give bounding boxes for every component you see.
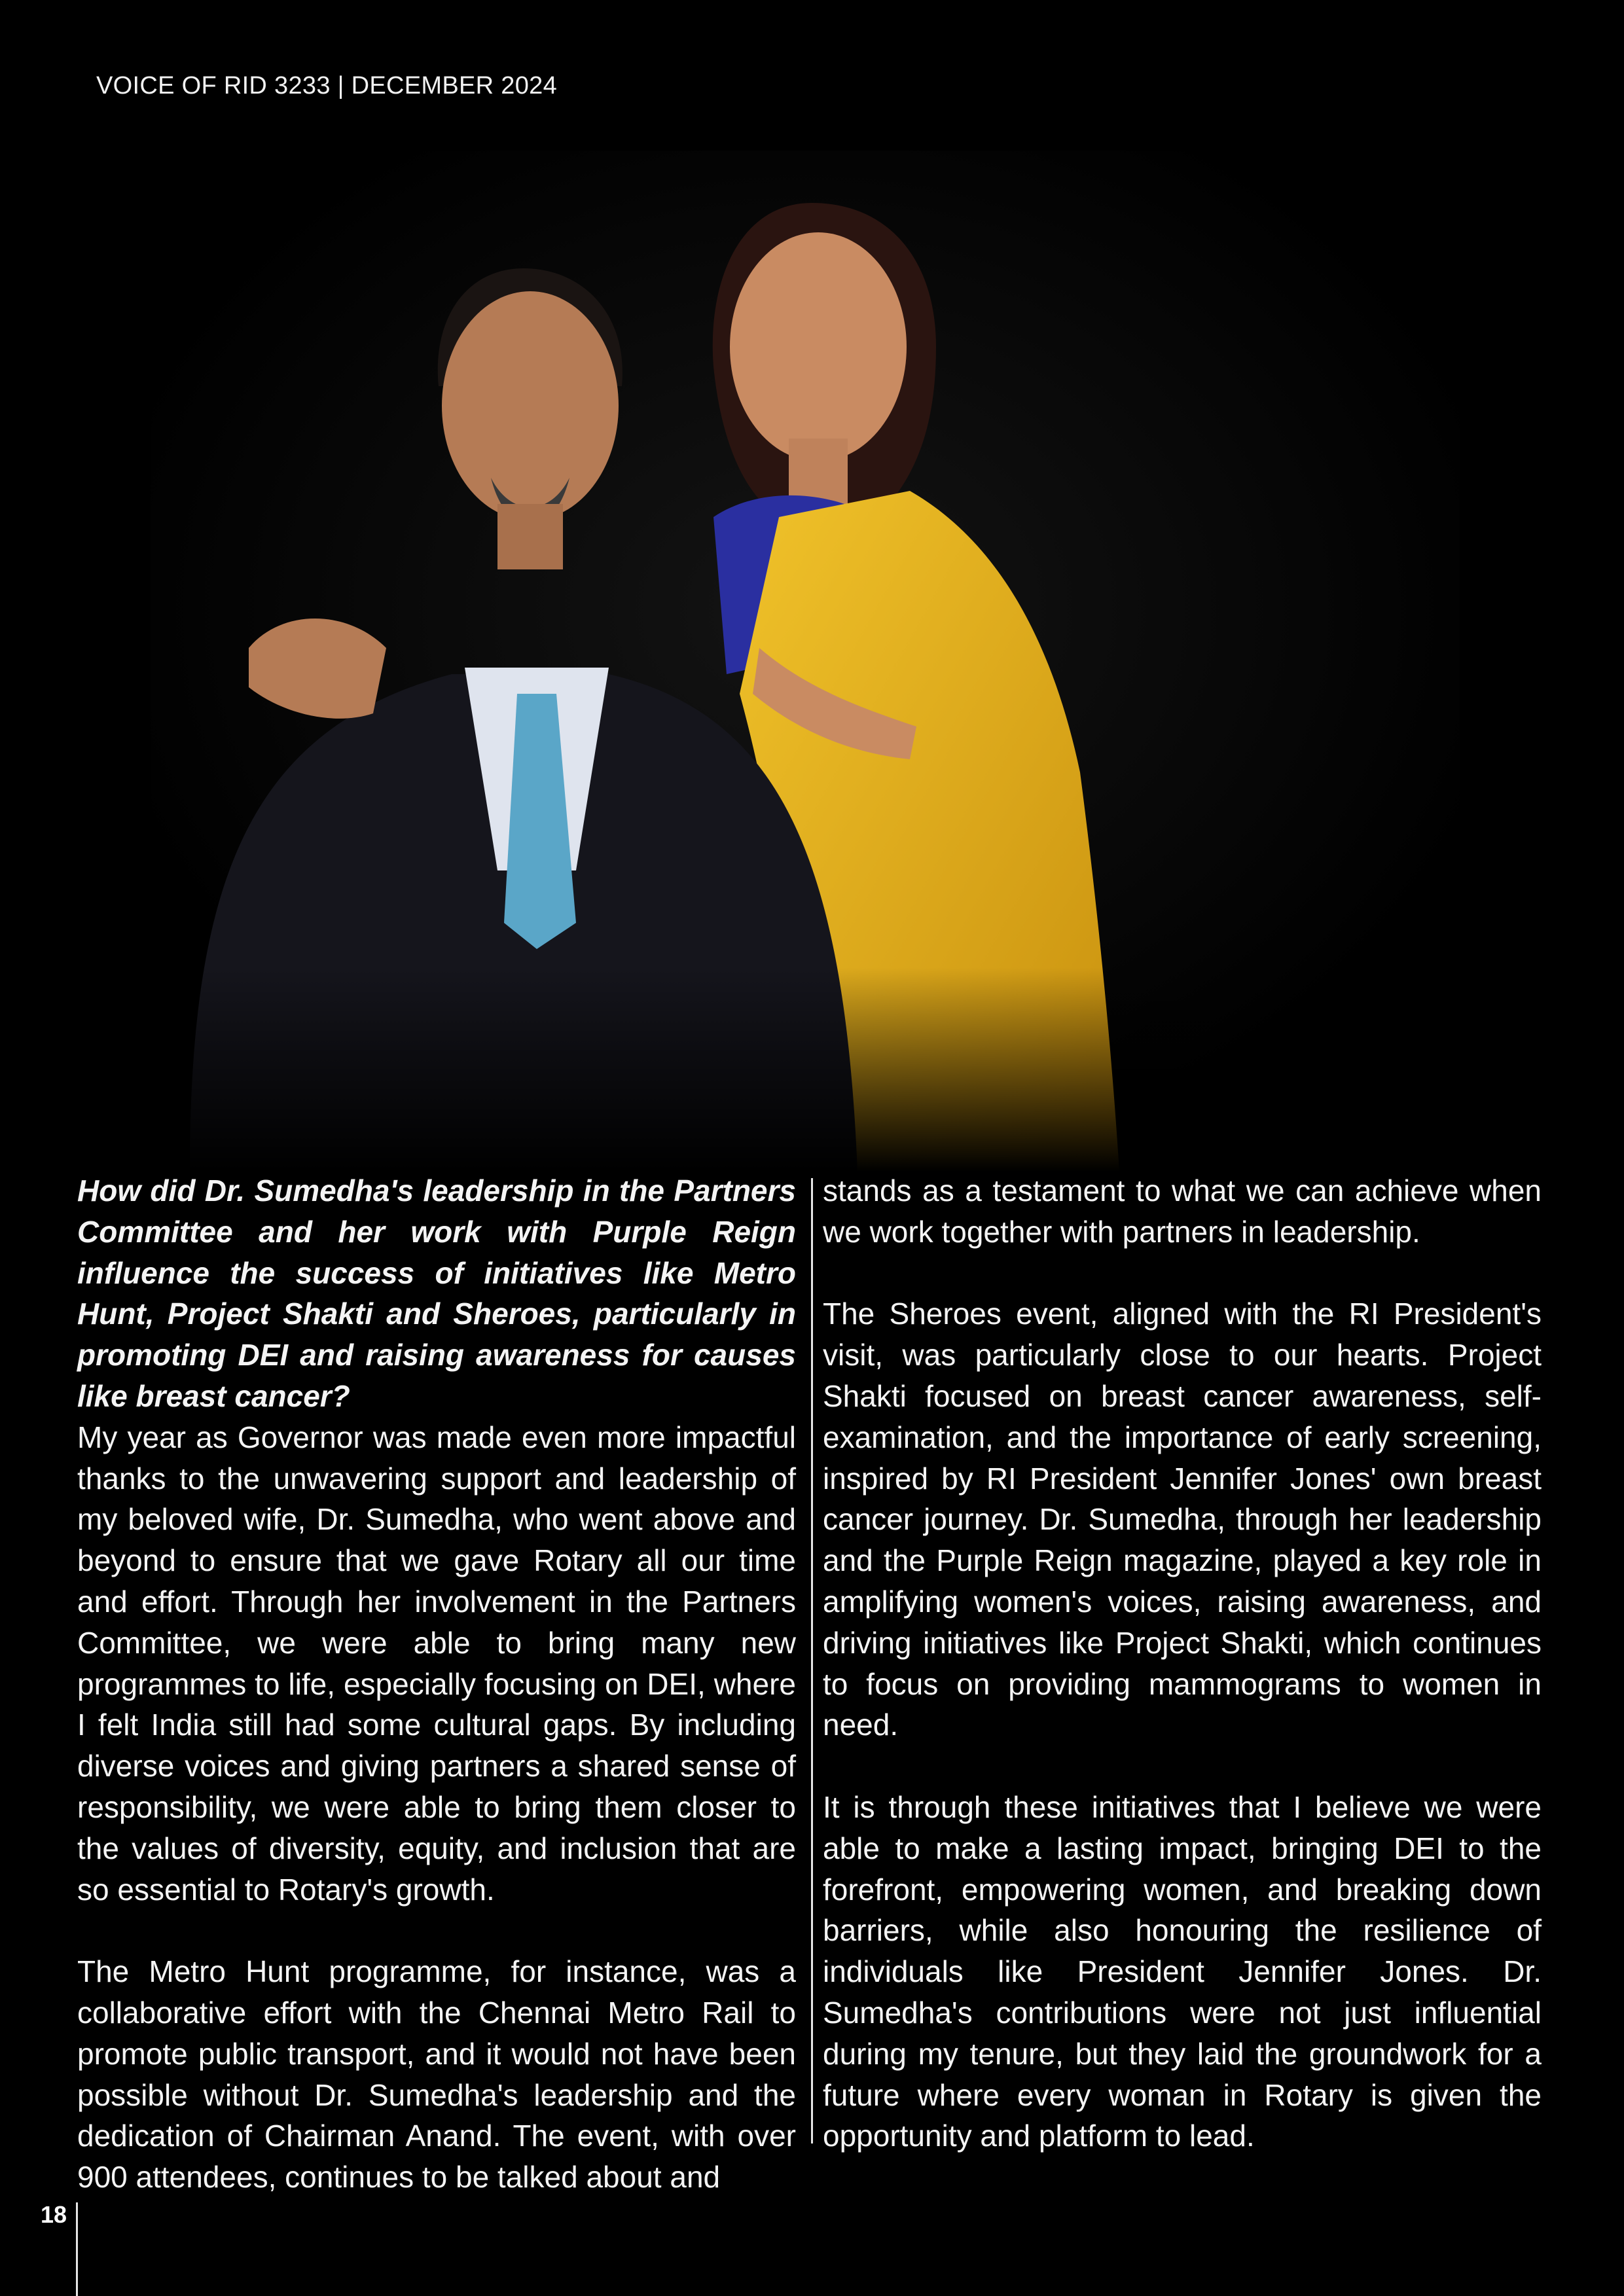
interview-question: How did Dr. Sumedha's leadership in the Partners Committee and her work with Purple Reign influence the success of initiatives like Metro Hunt, Project Shakti and Sheroes, particularly in promoting DEI and raising awareness for causes like breast cancer? (77, 1174, 796, 1413)
article-right-column (823, 1170, 1542, 2157)
article-left-column (77, 1170, 796, 2198)
portrait-photo (151, 151, 1460, 1172)
answer-paragraph-2: The Metro Hunt programme, for instance, was a collaborative effort with the Chennai Metro Rail to promote public transport, and it would not have been possible without Dr. Sumedha's leadership and the dedication of Chairman Anand. The event, with over 900 attendees, continues to be talked about and (77, 1954, 796, 2195)
answer-paragraph-3: stands as a testament to what we can achieve when we work together with partners in leadership. (823, 1174, 1542, 1249)
column-divider (811, 1178, 813, 2144)
page-number: 18 (41, 2201, 67, 2228)
answer-paragraph-4: The Sheroes event, aligned with the RI President's visit, was particularly close to our hearts. Project Shakti focused on breast cancer awareness, self-examination, and the importance of early screening, inspired by RI President Jennifer Jones' own breast cancer journey. Dr. Sumedha, through her leadership and the Purple Reign magazine, played a key role in amplifying women's voices, raising awareness, and driving initiatives like Project Shakti, which continues to focus on providing mammograms to women in need. (823, 1297, 1542, 1742)
magazine-header: VOICE OF RID 3233 | DECEMBER 2024 (96, 72, 558, 99)
footer-divider (76, 2202, 78, 2296)
answer-paragraph-1: My year as Governor was made even more impactful thanks to the unwavering support and leadership of my beloved wife, Dr. Sumedha, who went above and beyond to ensure that we gave Rotary all our time and effort. Through her involvement in the Partners Committee, we were able to bring many new programmes to life, especially focusing on DEI, where I felt India still had some cultural gaps. By including diverse voices and giving partners a shared sense of responsibility, we were able to bring them closer to the values of diversity, equity, and inclusion that are so essential to Rotary's growth. (77, 1420, 796, 1907)
answer-paragraph-5: It is through these initiatives that I believe we were able to make a lasting impact, bringing DEI to the forefront, empowering women, and breaking down barriers, while also honouring the resilience of individuals like President Jennifer Jones. Dr. Sumedha's contributions were not just influential during my tenure, but they laid the groundwork for a future where every woman in Rotary is given the opportunity and platform to lead. (823, 1789, 1542, 2153)
